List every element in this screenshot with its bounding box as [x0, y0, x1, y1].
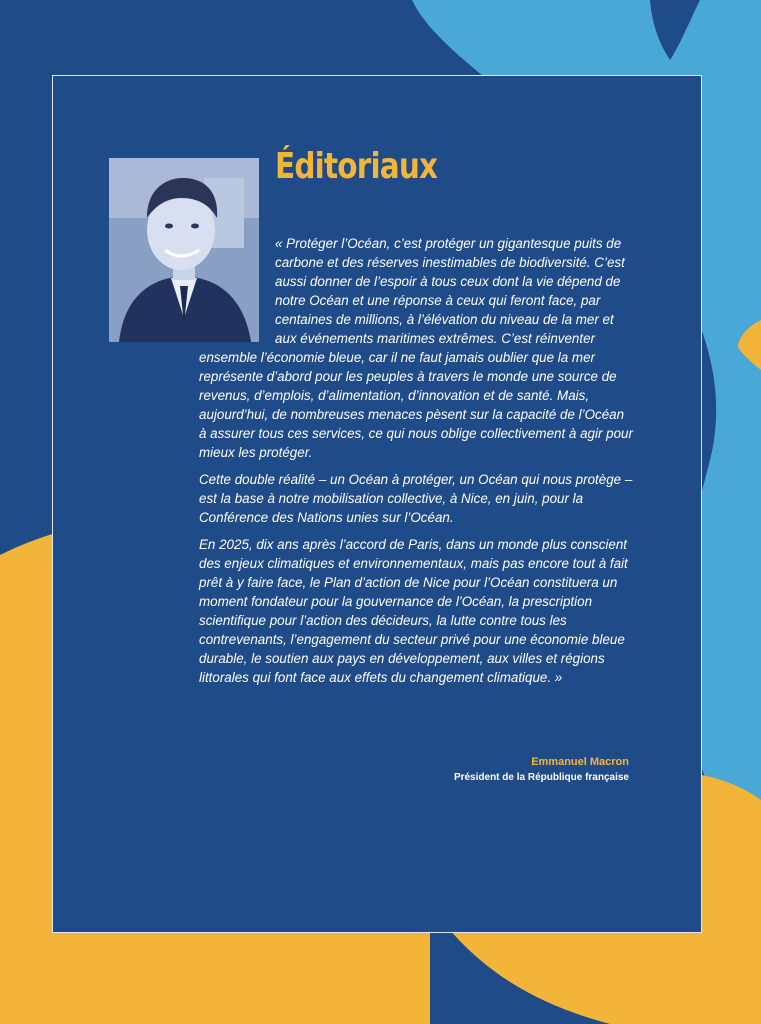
quote-paragraph-1: « Protéger l’Océan, c’est protéger un gigantesque puits de carbone et des réserves inestimables de biodiversité. C’est aussi donner de l’espoir à tous ceux dont la vie dépend de notre Océan et une réponse à ceux qui feront face, par centaines de millions, à l’élévation du niveau de la mer et aux événements maritimes extrêmes. C’est réinventer ensemble l’économie bleue, car il ne faut jamais oublier que la mer représente d’abord pour les peuples à travers le monde une source de revenus, d’emplois, d’alimentation, d’innovation et de santé. Mais, aujourd’hui, de nombreuses menaces pèsent sur la capacité de l’Océan à assurer tous ces services, ce qui nous oblige collectivement à agir pour mieux les protéger. [199, 236, 633, 460]
quote-paragraph-3: En 2025, dix ans après l’accord de Paris, dans un monde plus conscient des enjeux climatiques et environnementaux, mais pas encore tout à fait prêt à y faire face, le Plan d’action de Nice pour l’Océan constituera un moment fondateur pour la gouvernance de l’Océan, la prescription scientifique pour l’action des décideurs, la lutte contre tous les contrevenants, l’engagement du secteur privé pour une économie bleue durable, le soutien aux pays en développement, aux villes et régions littorales qui font face aux effets du changement climatique. » [199, 537, 628, 685]
text-wrap-spacer [199, 234, 275, 348]
signature-block [454, 754, 629, 786]
editorial-body [199, 234, 635, 695]
page-title: Éditoriaux [275, 146, 438, 187]
editorial-panel [52, 75, 702, 933]
signature-name: Emmanuel Macron [531, 756, 629, 768]
quote-paragraph-2: Cette double réalité – un Océan à protéger, un Océan qui nous protège – est la base à notre mobilisation collective, à Nice, en juin, pour la Conférence des Nations unies sur l’Océan. [199, 472, 633, 525]
signature-role: Président de la République française [453, 772, 629, 783]
